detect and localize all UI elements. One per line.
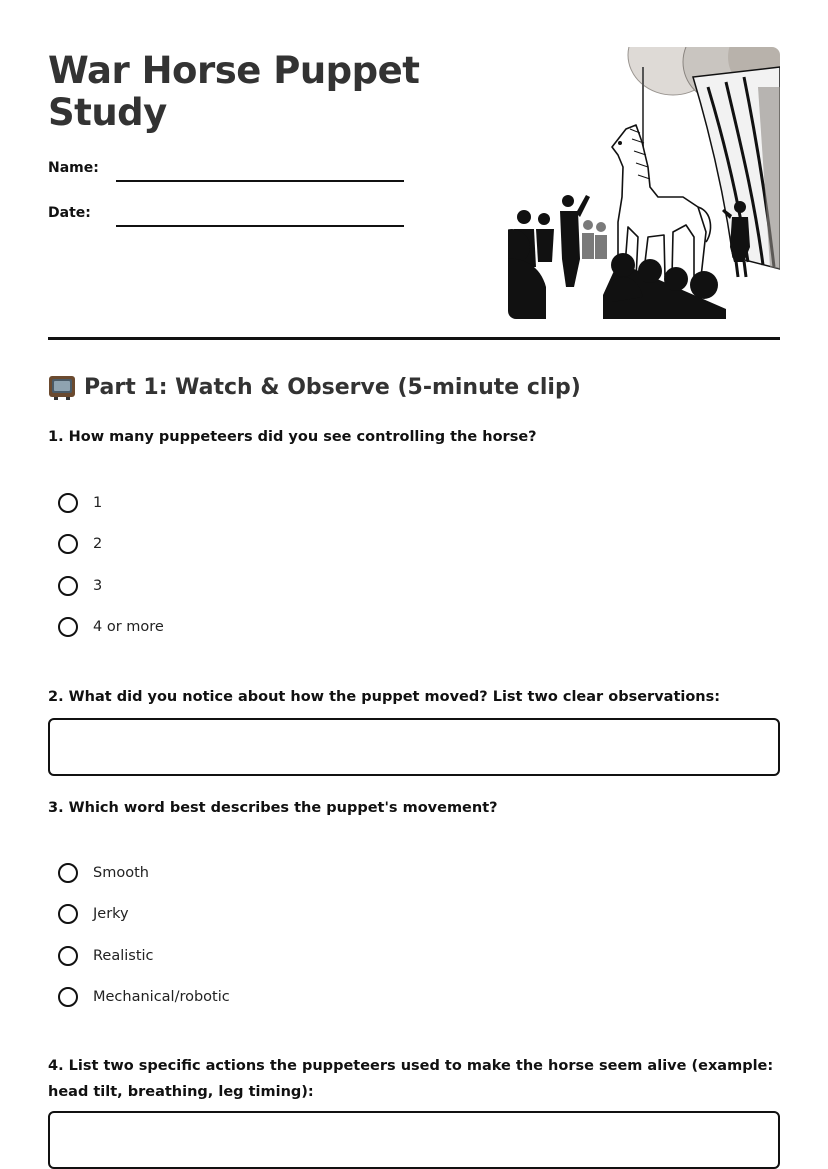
header-divider <box>48 337 780 340</box>
q4-answer-field[interactable] <box>48 1111 780 1169</box>
radio-button[interactable] <box>58 904 78 924</box>
name-field[interactable] <box>116 180 404 182</box>
option-label: 1 <box>93 495 103 511</box>
option-label: Realistic <box>93 948 154 964</box>
radio-button[interactable] <box>58 617 78 637</box>
q3-option-realistic[interactable] <box>58 944 154 968</box>
page-title: War Horse Puppet Study <box>48 49 420 134</box>
radio-button[interactable] <box>58 534 78 554</box>
option-label: Smooth <box>93 865 149 881</box>
name-label: Name: <box>48 160 99 176</box>
q1-option-4[interactable] <box>58 615 164 639</box>
question-1: 1. How many puppeteers did you see controlling the horse? <box>48 429 537 445</box>
q3-option-jerky[interactable] <box>58 902 129 926</box>
section-title-text: Part 1: Watch & Observe (5-minute clip) <box>84 374 581 400</box>
q1-option-2[interactable] <box>58 532 102 556</box>
q1-option-3[interactable] <box>58 574 102 598</box>
option-label: Mechanical/robotic <box>93 989 230 1005</box>
option-label: 3 <box>93 578 103 594</box>
date-field[interactable] <box>116 225 404 227</box>
q1-option-1[interactable] <box>58 491 102 515</box>
option-label: 4 or more <box>93 619 164 635</box>
question-2: 2. What did you notice about how the puppet moved? List two clear observations: <box>48 689 721 705</box>
radio-button[interactable] <box>58 576 78 596</box>
option-label: Jerky <box>93 906 129 922</box>
television-icon <box>48 373 76 401</box>
q2-answer-field[interactable] <box>48 718 780 776</box>
theater-horse-puppet-illustration <box>508 47 780 319</box>
section-title-part1 <box>48 373 581 401</box>
question-3: 3. Which word best describes the puppet's movement? <box>48 800 498 816</box>
radio-button[interactable] <box>58 863 78 883</box>
radio-button[interactable] <box>58 987 78 1007</box>
radio-button[interactable] <box>58 946 78 966</box>
date-label: Date: <box>48 205 91 221</box>
q3-option-smooth[interactable] <box>58 861 149 885</box>
radio-button[interactable] <box>58 493 78 513</box>
q3-option-mechanical[interactable] <box>58 985 230 1009</box>
question-4: 4. List two specific actions the puppeteers used to make the horse seem alive (example: head tilt, breathing, leg timing): <box>48 1058 774 1100</box>
option-label: 2 <box>93 536 103 552</box>
